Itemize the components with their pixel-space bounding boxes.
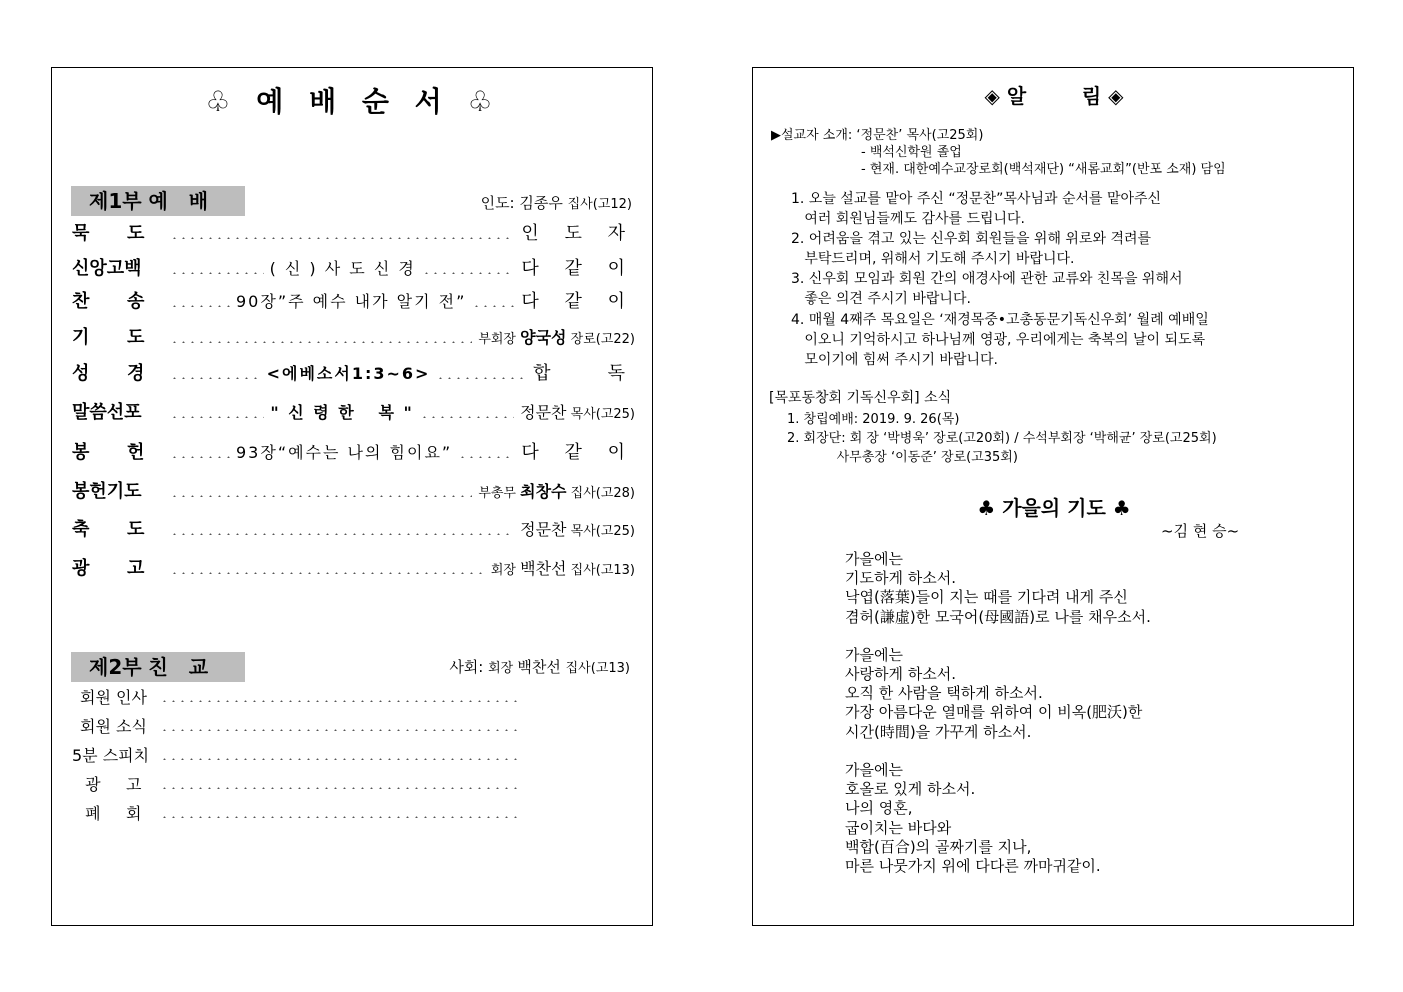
order-row-label: 축 도: [72, 519, 145, 540]
news-title: [목포동창회 기독신우회] 소식: [769, 390, 952, 406]
poem-line: 백합(百合)의 골짜기를 지나,: [845, 838, 1032, 856]
dot-leader: [472, 305, 515, 307]
person-name: 정문찬: [520, 519, 567, 539]
order-row-person: [491, 556, 635, 579]
person-name: 정문찬: [520, 402, 567, 422]
order-row-person: [478, 325, 635, 348]
order-row-scripture: [72, 359, 635, 385]
order-row-label: 봉헌기도: [72, 481, 142, 502]
person-name: 양국성: [520, 327, 567, 347]
dot-leader: [170, 416, 264, 418]
dot-leader: [436, 377, 527, 379]
order-row-label: 광 고: [72, 558, 145, 579]
dot-leader: [458, 456, 515, 458]
notice-item: 4. 매월 4째주 목요일은 ‘재경목중•고총동문기독신우회’ 월례 예배일: [791, 312, 1209, 328]
notice-item: 2. 어려움을 겪고 있는 신우회 회원들을 위해 위로와 격려를: [791, 231, 1152, 247]
dot-leader: [160, 700, 520, 702]
fellowship-row-label: 5분 스피치: [72, 745, 150, 765]
part1-badge: 제1부 예 배: [71, 186, 245, 216]
notice-item: 이오니 기억하시고 하나님께 영광, 우리에게는 축복의 날이 되도록: [791, 332, 1206, 348]
notice-item: 좋은 의견 주시기 바랍니다.: [791, 291, 971, 307]
preacher-intro: ▶설교자 소개: ‘정문찬’ 목사(고25회): [771, 128, 984, 143]
dot-leader: [170, 456, 230, 458]
part2-leader-role: 회장: [488, 661, 518, 676]
fellowship-row: [72, 742, 520, 766]
order-row-middle: <에베소서1:3~6>: [266, 363, 431, 383]
poem-line: 가을에는: [845, 646, 903, 664]
part1-leader-label: 인도: 김종우: [480, 194, 568, 212]
order-row-announcement: [72, 554, 635, 580]
order-row-label: 봉 헌: [72, 442, 145, 463]
order-row-offering: [72, 438, 635, 464]
part2-leader-label: 사회:: [449, 658, 489, 676]
dot-leader: [160, 729, 520, 731]
dot-leader: [160, 758, 520, 760]
notice-item: 여러 회원님들께도 감사를 드립니다.: [791, 211, 1026, 227]
fellowship-row-label: 광 고: [80, 774, 142, 794]
dot-leader: [160, 816, 520, 818]
order-row-benediction: [72, 515, 635, 541]
poem-line: 시간(時間)을 가꾸게 하소서.: [845, 723, 1032, 741]
order-row-person: [520, 517, 635, 540]
order-row-label: 기 도: [72, 327, 145, 348]
preacher-line: - 백석신학원 졸업: [861, 145, 962, 160]
order-row-right: 합 독: [533, 363, 636, 384]
dot-leader: [170, 495, 472, 497]
order-row-label: 묵 도: [72, 223, 145, 244]
dot-leader: [170, 305, 230, 307]
fellowship-row-label: 회원 소식: [80, 716, 147, 736]
part1-leader-title: 집사(고12): [567, 197, 632, 212]
dot-leader: [170, 572, 485, 574]
order-row-label: 찬 송: [72, 291, 145, 312]
person-title: 목사(고25): [566, 523, 635, 539]
dot-leader: [170, 377, 261, 379]
fellowship-row: [80, 800, 520, 824]
dot-leader: [170, 533, 514, 535]
dot-leader: [160, 787, 520, 789]
part2-leader-name: 백찬선: [517, 658, 566, 676]
order-row-middle: 90장”주 예수 내가 알기 전”: [236, 291, 467, 311]
news-line: 2. 회장단: 회 장 ‘박병욱’ 장로(고20회) / 수석부회장 ‘박해균’ 장로(고25회): [787, 431, 1217, 446]
dot-leader: [422, 272, 516, 274]
order-row-prayer: [72, 323, 635, 349]
order-row-hymn: [72, 287, 635, 313]
order-row-silent-prayer: [72, 219, 635, 245]
poem-line: 가을에는: [845, 550, 903, 568]
order-row-middle: " 신 령 한 복 ": [270, 402, 414, 422]
poem-title: ♣ 가을의 기도 ♣: [977, 496, 1131, 520]
order-row-middle: ( 신 ) 사 도 신 경: [269, 258, 416, 278]
part2-leader: [449, 656, 630, 677]
poem-author: ~김 현 승~: [1161, 522, 1240, 540]
order-row-right: 다 같 이: [521, 258, 636, 279]
poem-line: 오직 한 사람을 택하게 하소서.: [845, 684, 1043, 702]
notice-item: 1. 오늘 설교를 맡아 주신 “정문찬”목사님과 순서를 맡아주신: [791, 191, 1162, 207]
fellowship-row: [80, 684, 520, 708]
order-row-label: 말씀선포: [72, 402, 142, 423]
poem-line: 마른 나뭇가지 위에 다다른 까마귀같이.: [845, 857, 1101, 875]
poem-line: 가을에는: [845, 761, 903, 779]
order-row-middle: 93장“예수는 나의 힘이요”: [236, 442, 453, 462]
poem-line: 사랑하게 하소서.: [845, 665, 956, 683]
order-row-label: 신앙고백: [72, 258, 142, 279]
order-row-creed: [72, 254, 635, 280]
fellowship-row-label: 폐 회: [80, 803, 142, 823]
fellowship-row: [80, 771, 520, 795]
part2-badge: 제2부 친 교: [71, 652, 245, 682]
order-row-right: 인 도 자: [521, 223, 635, 244]
poem-line: 기도하게 하소서.: [845, 569, 956, 587]
dot-leader: [170, 237, 515, 239]
worship-order-panel: [51, 67, 653, 926]
dot-leader: [170, 272, 264, 274]
news-line: 사무총장 ‘이동준’ 장로(고35회): [787, 450, 1018, 465]
order-row-sermon: [72, 398, 635, 424]
person-role: 회장: [490, 562, 521, 578]
poem-line: 호올로 있게 하소서.: [845, 780, 976, 798]
notice-item: 모이기에 힘써 주시기 바랍니다.: [791, 352, 998, 368]
dot-leader: [170, 341, 472, 343]
person-title: 집사(고13): [566, 562, 635, 578]
dot-leader: [420, 416, 514, 418]
poem-line: 나의 영혼,: [845, 799, 913, 817]
poem-line: 굽이치는 바다와: [845, 819, 952, 837]
preacher-line: - 현재. 대한예수교장로회(백석재단) “새롬교회”(반포 소재) 담임: [861, 162, 1226, 177]
order-row-person: [478, 479, 635, 502]
order-row-offering-prayer: [72, 477, 635, 503]
order-row-label: 성 경: [72, 363, 145, 384]
order-row-right: 다 같 이: [521, 442, 635, 463]
order-row-right: 다 같 이: [521, 291, 635, 312]
notice-panel: [752, 67, 1354, 926]
person-title: 목사(고25): [566, 406, 635, 422]
person-title: 집사(고28): [566, 485, 635, 501]
worship-order-title: ♧ 예 배 순 서 ♧: [205, 85, 501, 118]
poem-line: 가장 아름다운 열매를 위하여 이 비옥(肥沃)한: [845, 703, 1143, 721]
news-line: 1. 창립예배: 2019. 9. 26(목): [787, 412, 960, 427]
fellowship-row-label: 회원 인사: [80, 687, 147, 707]
notice-item: 3. 신우회 모임과 회원 간의 애경사에 관한 교류와 친목을 위해서: [791, 271, 1183, 287]
part1-leader: [481, 192, 632, 213]
fellowship-row: [80, 713, 520, 737]
notice-title: ◈ 알 림 ◈: [984, 84, 1124, 108]
person-title: 장로(고22): [566, 331, 635, 347]
notice-item: 부탁드리며, 위해서 기도해 주시기 바랍니다.: [791, 251, 1075, 267]
person-role: 부회장: [478, 331, 521, 347]
order-row-person: [520, 400, 635, 423]
poem-line: 낙엽(落葉)들이 지는 때를 기다려 내게 주신: [845, 588, 1128, 606]
person-name: 최창수: [520, 481, 567, 501]
person-role: 부총무: [478, 485, 521, 501]
part2-leader-title: 집사(고13): [565, 661, 630, 676]
poem-line: 겸허(謙虛)한 모국어(母國語)로 나를 채우소서.: [845, 608, 1151, 626]
person-name: 백찬선: [520, 558, 567, 578]
